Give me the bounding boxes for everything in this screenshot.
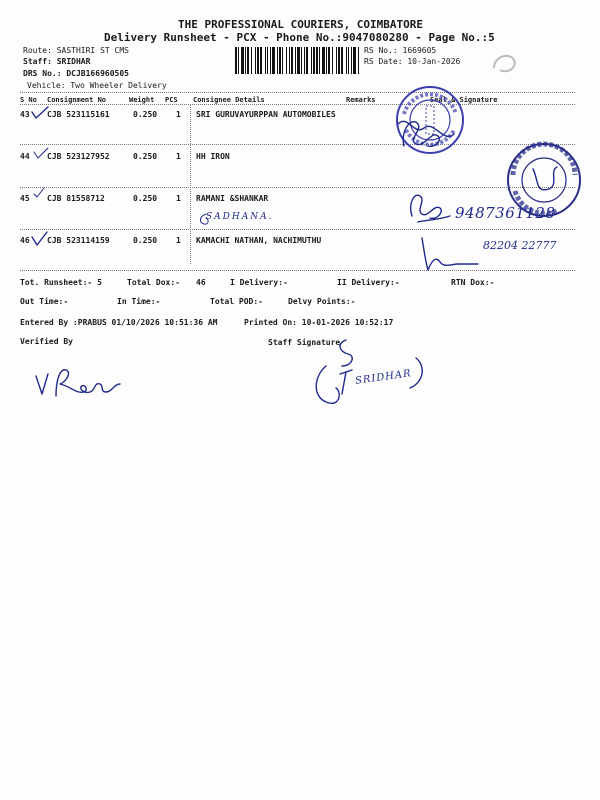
- row-46-signature: [418, 234, 480, 274]
- consignee-column-divider: [190, 104, 191, 264]
- vehicle-label: Vehicle: Two Wheeler Delivery: [27, 81, 167, 90]
- row-43-signature: [398, 110, 444, 152]
- checkmark-icon: [30, 231, 48, 247]
- staff-signature-text: SRIDHAR: [354, 368, 413, 387]
- tot-runsheet: Tot. Runsheet:- 5: [20, 278, 102, 287]
- row-43-weight: 0.250: [133, 110, 158, 119]
- checkmark-icon: [32, 146, 50, 160]
- checkmark-icon: [32, 186, 46, 198]
- out-time: Out Time:-: [20, 297, 69, 306]
- route-label: Route: SASTHIRI ST CMS: [23, 46, 129, 55]
- col-weight: Weight: [129, 96, 155, 104]
- row-46-weight: 0.250: [133, 236, 158, 245]
- corner-mark: [488, 48, 524, 80]
- total-pod: Total POD:-: [210, 297, 263, 306]
- staff-signature-label: Staff Signature: [268, 338, 341, 347]
- row-45-handwritten-phone: 9487361128: [455, 204, 556, 222]
- col-seal-signature: Seal & Signature: [430, 96, 498, 104]
- ii-delivery: II Delivery:-: [337, 278, 400, 287]
- row-44-pcs: 1: [176, 152, 181, 161]
- row-43-sno: 43: [20, 110, 30, 119]
- row-46-consignee: KAMACHI NATHAN, NACHIMUTHU: [196, 236, 322, 245]
- verified-by: Verified By: [20, 337, 73, 346]
- row-44-rule: [20, 187, 575, 188]
- row-45-rule: [20, 229, 575, 230]
- row-44-weight: 0.250: [133, 152, 158, 161]
- drs-number: DRS No.: DCJB166960505: [23, 69, 129, 78]
- document-subtitle: Delivery Runsheet - PCX - Phone No.:9047080280 - Page No.:5: [104, 31, 495, 44]
- in-time: In Time:-: [117, 297, 161, 306]
- verifier-signature: [30, 362, 126, 402]
- row-45-sno: 45: [20, 194, 30, 203]
- col-sno: S No: [20, 96, 37, 104]
- staff-label: Staff: SRIDHAR: [23, 57, 91, 66]
- row-43-rule: [20, 144, 575, 145]
- row-45-pcs: 1: [176, 194, 181, 203]
- row-45-consignment: CJB 81558712: [47, 194, 105, 203]
- col-remarks: Remarks: [346, 96, 376, 104]
- entered-by: Entered By :PRABUS 01/10/2026 10:51:36 AM: [20, 318, 218, 327]
- row-45-signature: [404, 186, 454, 226]
- row-44-consignee: HH IRON: [196, 152, 230, 161]
- row-45-handwritten-name: SADHANA.: [206, 212, 274, 222]
- row-43-pcs: 1: [176, 110, 181, 119]
- total-dox-value: 46: [196, 278, 206, 287]
- row-43-consignment: CJB 523115161: [47, 110, 110, 119]
- row-44-consignment: CJB 523127952: [47, 152, 110, 161]
- row-43-consignee: SRI GURUVAYURPPAN AUTOMOBILES: [196, 110, 336, 119]
- row-46-sno: 46: [20, 236, 30, 245]
- row-45-weight: 0.250: [133, 194, 158, 203]
- row-46-handwritten-note: 82204 22777: [483, 239, 557, 252]
- table-top-rule: [20, 92, 575, 93]
- delvy-points: Delvy Points:-: [288, 297, 356, 306]
- col-pcs: PCS: [165, 96, 178, 104]
- printed-on: Printed On: 10-01-2026 10:52:17: [244, 318, 394, 327]
- barcode: [235, 47, 359, 74]
- rs-date: RS Date: 10-Jan-2026: [364, 57, 461, 66]
- rtn-dox: RTN Dox:-: [451, 278, 495, 287]
- total-dox-label: Total Dox:-: [127, 278, 180, 287]
- col-consignee: Consignee Details: [193, 96, 265, 104]
- i-delivery: I Delivery:-: [230, 278, 288, 287]
- row-45-consignee: RAMANI &SHANKAR: [196, 194, 269, 203]
- row-46-pcs: 1: [176, 236, 181, 245]
- table-bottom-rule: [20, 270, 575, 271]
- col-consignment: Consignment No: [47, 96, 107, 104]
- row-46-consignment: CJB 523114159: [47, 236, 110, 245]
- checkmark-icon: [30, 106, 50, 120]
- document-title: THE PROFESSIONAL COURIERS, COIMBATORE: [178, 18, 424, 31]
- row-44-sno: 44: [20, 152, 30, 161]
- rs-number: RS No.: 1669605: [364, 46, 437, 55]
- table-header-rule: [20, 104, 575, 105]
